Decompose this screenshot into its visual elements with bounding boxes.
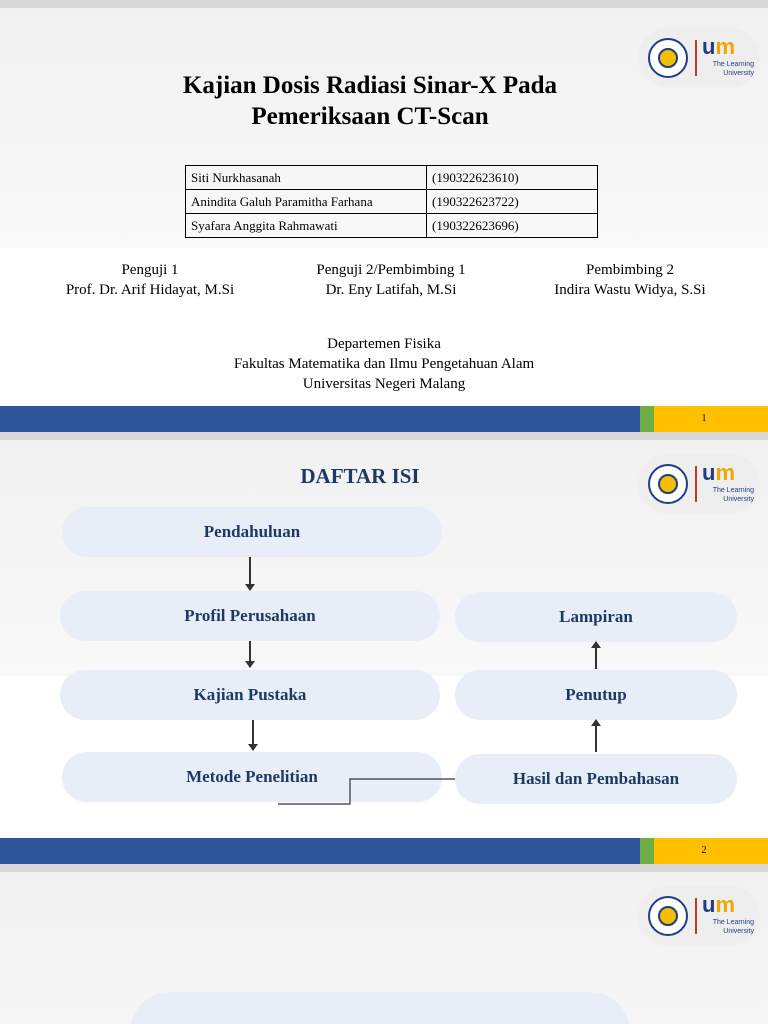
- university-seal-icon: [648, 38, 688, 78]
- university-logo: [640, 888, 758, 944]
- university-seal-icon: [648, 896, 688, 936]
- logo-tagline: The Learning University: [712, 919, 754, 935]
- author-name: Anindita Galuh Paramitha Farhana: [186, 190, 427, 214]
- table-row: [186, 190, 598, 214]
- author-id: (190322623722): [427, 190, 598, 214]
- content-pill: [130, 992, 630, 1024]
- logo-tagline: The Learning University: [712, 487, 754, 503]
- connector-line: [0, 440, 768, 864]
- university-logo: [640, 30, 758, 86]
- slide-separator: [0, 0, 768, 8]
- slide-separator: [0, 864, 768, 872]
- author-id: (190322623610): [427, 166, 598, 190]
- slide-footer: [0, 406, 768, 432]
- slide-separator: [0, 432, 768, 440]
- um-wordmark: um: [702, 460, 736, 485]
- um-wordmark: um: [702, 892, 736, 917]
- toc-item-metode[interactable]: Metode Penelitian: [62, 752, 442, 802]
- author-name: Siti Nurkhasanah: [186, 166, 427, 190]
- um-wordmark: um: [702, 34, 736, 59]
- page-number: 2: [701, 845, 707, 856]
- author-id: (190322623696): [427, 214, 598, 238]
- presentation-title: Kajian Dosis Radiasi Sinar-X Pada Pemeriksaan CT-Scan: [182, 72, 558, 130]
- slide-3: [0, 872, 768, 1024]
- examiner-1: Penguji 1 Prof. Dr. Arif Hidayat, M.Si: [65, 262, 235, 298]
- slide-title: DAFTAR ISI: [300, 464, 420, 488]
- slide-footer: [0, 838, 768, 864]
- toc-item-penutup[interactable]: Penutup: [455, 670, 737, 720]
- toc-item-lampiran[interactable]: Lampiran: [455, 592, 737, 642]
- slide-1: [0, 8, 768, 432]
- toc-item-profil[interactable]: Profil Perusahaan: [60, 591, 440, 641]
- toc-item-pendahuluan[interactable]: Pendahuluan: [62, 507, 442, 557]
- supervisor-2: Pembimbing 2 Indira Wastu Widya, S.Si: [554, 262, 706, 298]
- page-number: 1: [701, 413, 707, 424]
- logo-tagline: The Learning University: [712, 61, 754, 77]
- examiner-2: Penguji 2/Pembimbing 1 Dr. Eny Latifah, M.Si: [316, 262, 466, 298]
- logo-divider: [695, 898, 697, 934]
- author-name: Syafara Anggita Rahmawati: [186, 214, 427, 238]
- slide-2: [0, 440, 768, 864]
- toc-item-hasil[interactable]: Hasil dan Pembahasan: [455, 754, 737, 804]
- department-info: Departemen Fisika Fakultas Matematika dan Ilmu Pengetahuan Alam Universitas Negeri Malang: [233, 336, 535, 392]
- logo-divider: [695, 40, 697, 76]
- table-row: [186, 166, 598, 190]
- table-row: [186, 214, 598, 238]
- toc-item-kajian[interactable]: Kajian Pustaka: [60, 670, 440, 720]
- authors-table: [185, 165, 598, 238]
